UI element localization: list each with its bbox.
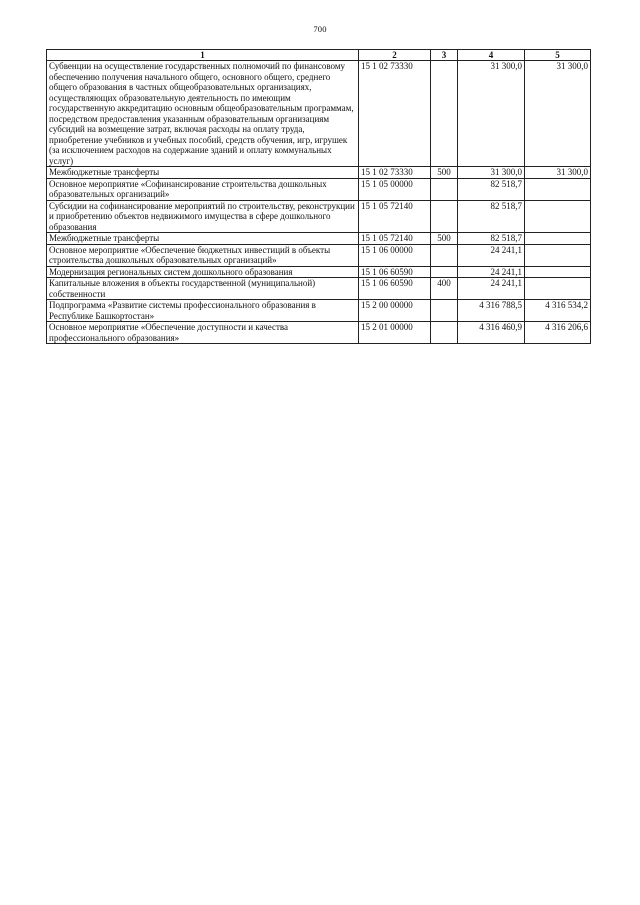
row-code: 15 1 05 72140 xyxy=(359,233,431,245)
row-vr xyxy=(431,266,458,278)
table-row xyxy=(47,61,591,167)
table-row xyxy=(47,167,591,179)
row-code: 15 1 06 60590 xyxy=(359,266,431,278)
row-sum1: 82 518,7 xyxy=(458,178,525,200)
row-vr: 400 xyxy=(431,278,458,300)
header-col-sum1: 4 xyxy=(458,50,525,61)
row-sum2 xyxy=(525,278,591,300)
row-name: Подпрограмма «Развитие системы профессионального образования в Республике Башкортостан» xyxy=(47,300,359,322)
row-sum1: 24 241,1 xyxy=(458,278,525,300)
row-sum1: 82 518,7 xyxy=(458,233,525,245)
row-sum1: 24 241,1 xyxy=(458,266,525,278)
row-sum2: 4 316 534,2 xyxy=(525,300,591,322)
header-col-vr: 3 xyxy=(431,50,458,61)
table-row xyxy=(47,200,591,233)
row-name: Основное мероприятие «Софинансирование строительства дошкольных образовательных организаций» xyxy=(47,178,359,200)
row-vr: 500 xyxy=(431,233,458,245)
row-vr: 500 xyxy=(431,167,458,179)
header-col-sum2: 5 xyxy=(525,50,591,61)
row-sum1: 31 300,0 xyxy=(458,61,525,167)
row-vr xyxy=(431,244,458,266)
row-sum1: 31 300,0 xyxy=(458,167,525,179)
row-name: Межбюджетные трансферты xyxy=(47,233,359,245)
row-code: 15 2 00 00000 xyxy=(359,300,431,322)
row-vr xyxy=(431,322,458,344)
row-vr xyxy=(431,61,458,167)
row-code: 15 1 06 00000 xyxy=(359,244,431,266)
row-sum2: 31 300,0 xyxy=(525,61,591,167)
row-vr xyxy=(431,200,458,233)
row-sum2 xyxy=(525,200,591,233)
table-row xyxy=(47,178,591,200)
row-name: Модернизация региональных систем дошкольного образования xyxy=(47,266,359,278)
row-sum2: 4 316 206,6 xyxy=(525,322,591,344)
row-name: Капитальные вложения в объекты государственной (муниципальной) собственности xyxy=(47,278,359,300)
header-col-name: 1 xyxy=(47,50,359,61)
table-row xyxy=(47,244,591,266)
row-name: Основное мероприятие «Обеспечение бюджетных инвестиций в объекты строительства дошкольных образовательных организаций» xyxy=(47,244,359,266)
row-sum1: 4 316 788,5 xyxy=(458,300,525,322)
row-code: 15 1 02 73330 xyxy=(359,167,431,179)
table-row xyxy=(47,278,591,300)
row-sum1: 24 241,1 xyxy=(458,244,525,266)
row-code: 15 1 06 60590 xyxy=(359,278,431,300)
row-name: Основное мероприятие «Обеспечение доступности и качества профессионального образования» xyxy=(47,322,359,344)
row-name: Субвенции на осуществление государственных полномочий по финансовому обеспечению получения начального общего, основного общего, среднего общего образования в частных общеобразовательных организациях, осуществляющих образовательную деятельность по имеющим государственную аккредитацию основным общеобразовательным программам, посредством предоставления указанным образовательным организациям субсидий на возмещение затрат, включая расходы на оплату труда, приобретение учебников и учебных пособий, средств обучения, игр, игрушек (за исключением расходов на содержание зданий и оплату коммунальных услуг) xyxy=(47,61,359,167)
page-number: 700 xyxy=(313,24,327,34)
row-sum1: 4 316 460,9 xyxy=(458,322,525,344)
header-col-code: 2 xyxy=(359,50,431,61)
row-code: 15 2 01 00000 xyxy=(359,322,431,344)
row-sum2: 31 300,0 xyxy=(525,167,591,179)
row-code: 15 1 05 72140 xyxy=(359,200,431,233)
row-name: Субсидии на софинансирование мероприятий по строительству, реконструкции и приобретению объектов недвижимого имущества в сфере дошкольного образования xyxy=(47,200,359,233)
row-sum2 xyxy=(525,266,591,278)
row-sum2 xyxy=(525,244,591,266)
row-vr xyxy=(431,300,458,322)
row-vr xyxy=(431,178,458,200)
table-row xyxy=(47,266,591,278)
table-header-row xyxy=(47,50,591,61)
table-row xyxy=(47,233,591,245)
budget-table xyxy=(46,49,591,344)
row-code: 15 1 05 00000 xyxy=(359,178,431,200)
table-row xyxy=(47,300,591,322)
row-code: 15 1 02 73330 xyxy=(359,61,431,167)
row-sum2 xyxy=(525,178,591,200)
row-sum2 xyxy=(525,233,591,245)
row-sum1: 82 518,7 xyxy=(458,200,525,233)
row-name: Межбюджетные трансферты xyxy=(47,167,359,179)
table-row xyxy=(47,322,591,344)
